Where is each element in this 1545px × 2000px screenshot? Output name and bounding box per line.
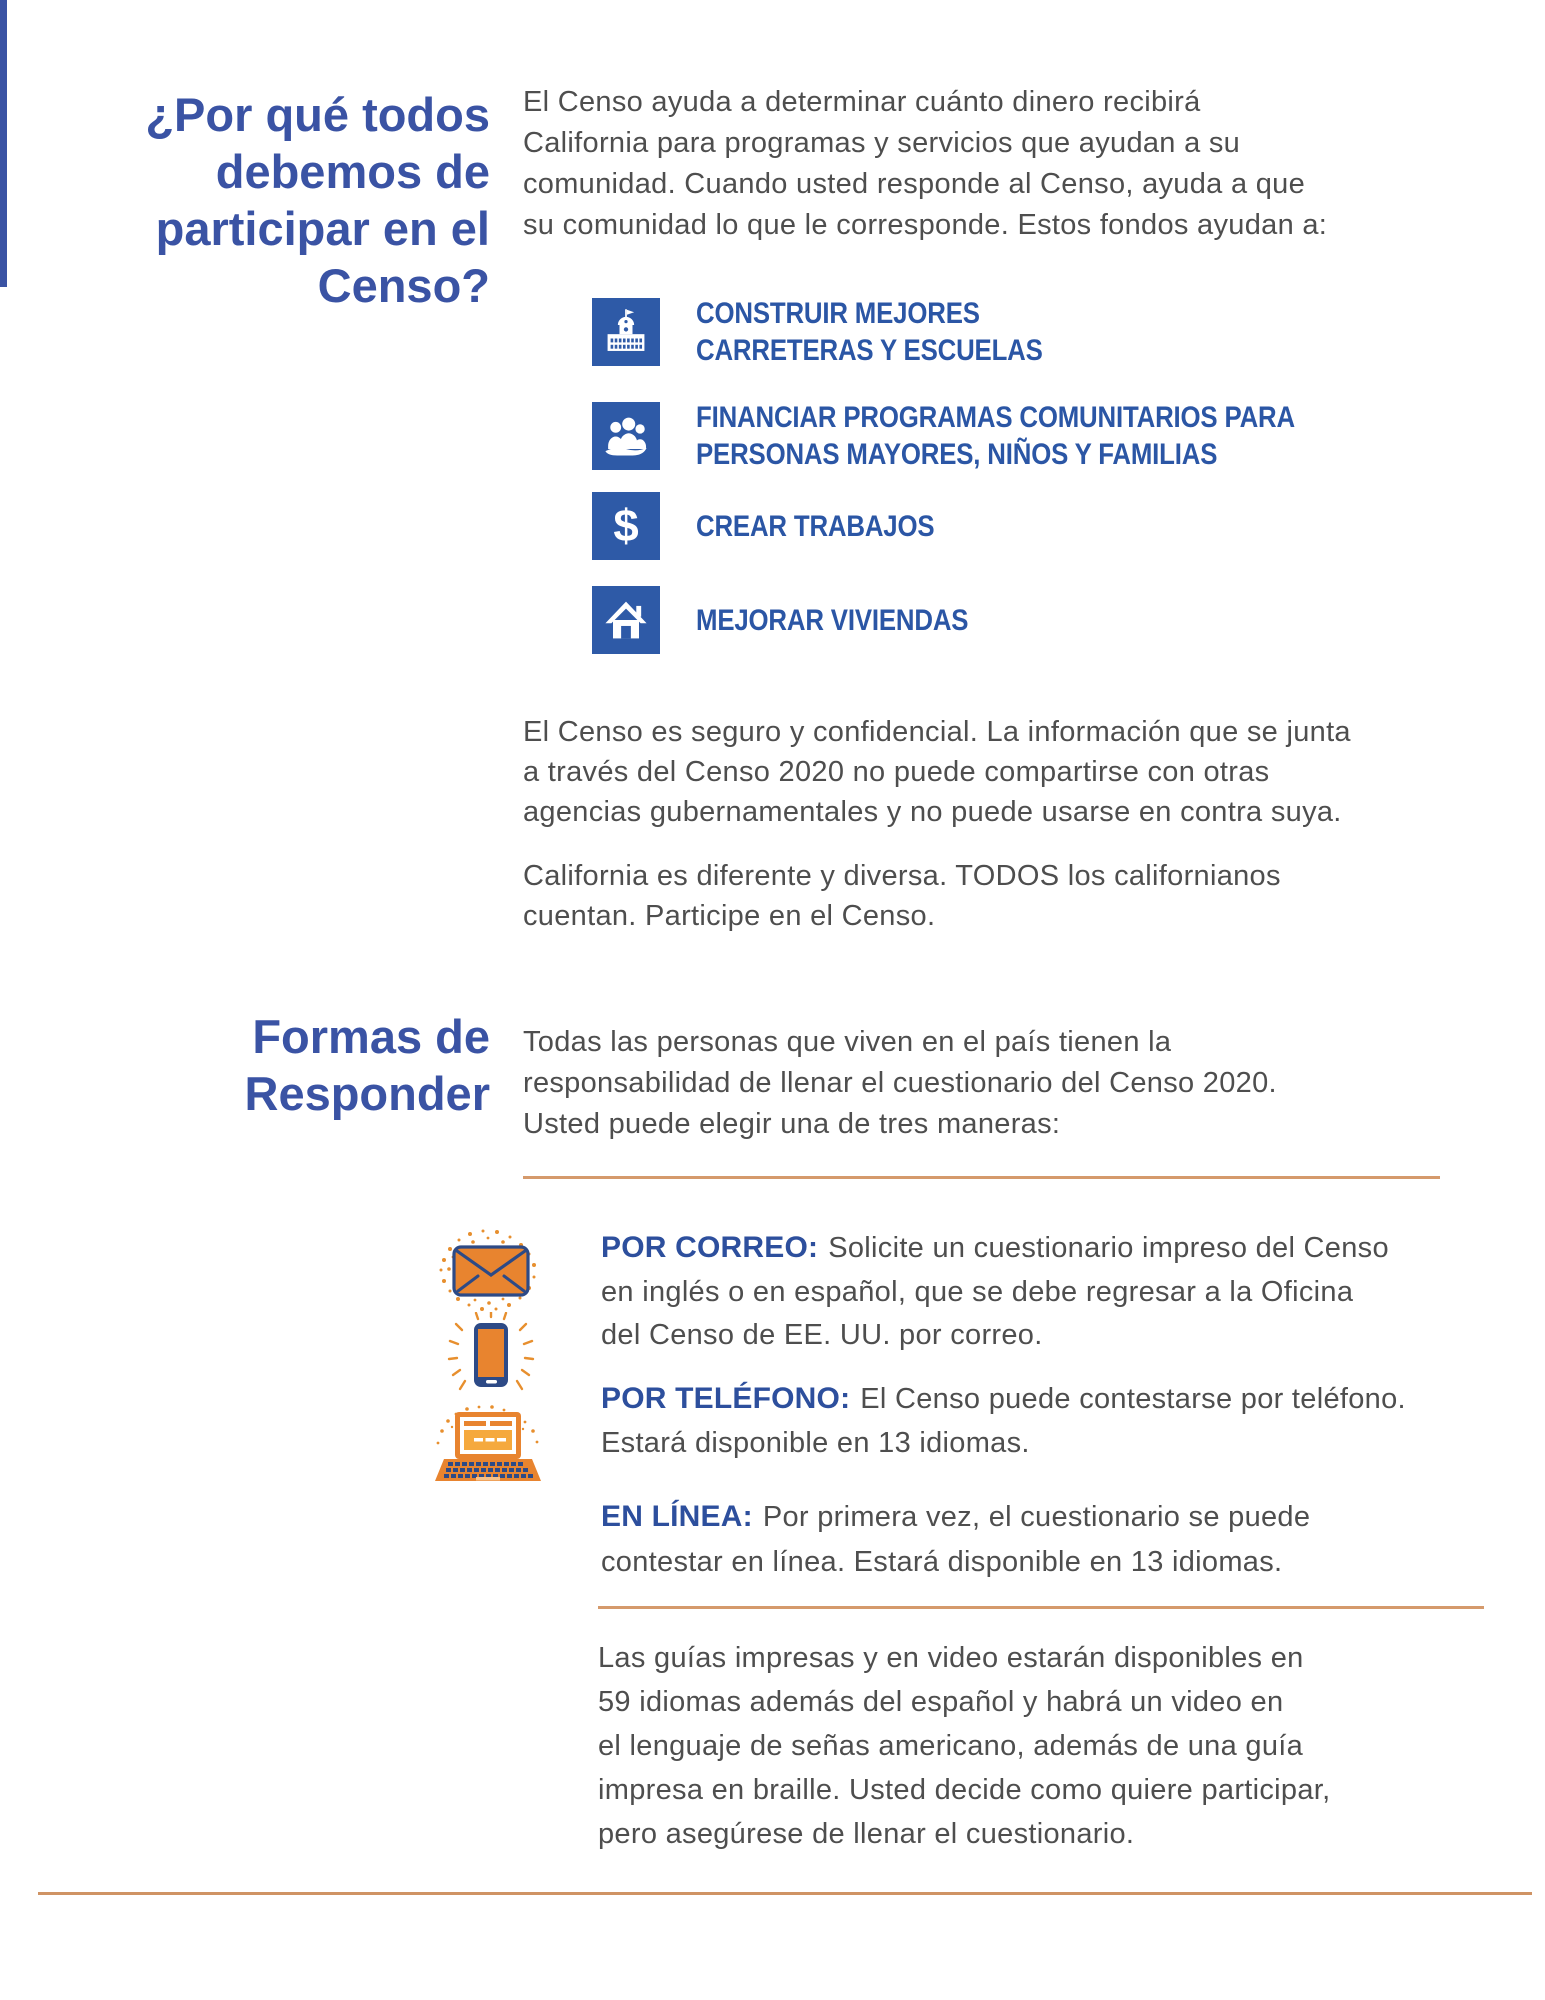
benefit-row-housing: [592, 586, 1013, 654]
school-icon: [592, 298, 660, 366]
svg-text:$: $: [613, 500, 639, 552]
method-phone-text: [601, 1377, 1406, 1465]
paragraph-line: el lenguaje de señas americano, además de una guía: [598, 1730, 1304, 1762]
method-online-label: EN LÍNEA:: [601, 1500, 753, 1533]
heading-line: Responder: [244, 1067, 490, 1120]
left-accent-bar: [0, 0, 7, 287]
method-phone-label: POR TELÉFONO:: [601, 1382, 851, 1415]
section-why-heading: [40, 86, 490, 314]
page-bottom-rule: [38, 1892, 1532, 1895]
dollar-icon: [592, 492, 660, 560]
privacy-paragraph: [523, 712, 1351, 832]
paragraph-line: Todas las personas que viven en el país tienen la: [523, 1026, 1172, 1058]
benefit-label: [696, 508, 934, 545]
paragraph-line: Las guías impresas y en video estarán disponibles en: [598, 1642, 1304, 1674]
paragraph-line: El Censo ayuda a determinar cuánto dinero recibirá: [523, 86, 1201, 118]
respond-intro-paragraph: [523, 1022, 1277, 1145]
paragraph-line: 59 idiomas además del español y habrá un video en: [598, 1686, 1284, 1718]
benefit-label-line: CONSTRUIR MEJORES: [696, 297, 980, 330]
method-line: [601, 1494, 1310, 1540]
phone-icon: [438, 1312, 543, 1407]
heading-line: ¿Por qué todos: [145, 88, 490, 141]
method-mail-label: POR CORREO:: [601, 1231, 819, 1264]
paragraph-line: comunidad. Cuando usted responde al Censo, ayuda a que: [523, 168, 1306, 200]
benefit-label: [696, 602, 968, 639]
benefit-row-roads-schools: [592, 295, 1099, 369]
paragraph-line: impresa en braille. Usted decide como quiere participar,: [598, 1774, 1331, 1806]
method-line: en inglés o en español, que se debe regresar a la Oficina: [601, 1275, 1354, 1308]
benefit-row-community-programs: [592, 399, 1392, 473]
mail-envelope-icon: [430, 1222, 550, 1322]
method-line: [601, 1226, 1389, 1271]
benefit-label: [696, 295, 1043, 369]
heading-line: Formas de: [252, 1010, 490, 1063]
paragraph-line: California para programas y servicios que ayudan a su: [523, 127, 1241, 159]
benefit-label-line: FINANCIAR PROGRAMAS COMUNITARIOS PARA: [696, 401, 1295, 434]
method-line: Estará disponible en 13 idiomas.: [601, 1427, 1030, 1459]
benefit-label: [696, 399, 1295, 473]
benefit-label-line: PERSONAS MAYORES, NIÑOS Y FAMILIAS: [696, 438, 1218, 471]
method-line: [601, 1377, 1406, 1421]
paragraph-line: Usted puede elegir una de tres maneras:: [523, 1108, 1061, 1140]
benefit-label-line: CREAR TRABAJOS: [696, 509, 935, 543]
laptop-icon: [430, 1405, 545, 1498]
method-mail-text: [601, 1226, 1389, 1358]
section-respond-heading: [40, 1008, 490, 1122]
paragraph-line: a través del Censo 2020 no puede compartirse con otras: [523, 756, 1270, 788]
paragraph-line: cuentan. Participe en el Censo.: [523, 900, 936, 932]
paragraph-line: responsabilidad de llenar el cuestionario del Censo 2020.: [523, 1067, 1277, 1099]
method-text: Por primera vez, el cuestionario se puede: [762, 1501, 1311, 1533]
paragraph-line: pero asegúrese de llenar el cuestionario.: [598, 1818, 1135, 1850]
section-divider-bottom: [598, 1606, 1484, 1609]
diversity-paragraph: [523, 856, 1281, 936]
heading-line: participar en el: [155, 202, 490, 255]
house-icon: [592, 586, 660, 654]
method-text: El Censo puede contestarse por teléfono.: [860, 1383, 1406, 1415]
heading-line: Censo?: [317, 259, 490, 312]
method-line: del Censo de EE. UU. por correo.: [601, 1319, 1043, 1351]
guides-paragraph: [598, 1636, 1331, 1856]
method-line: contestar en línea. Estará disponible en 13 idiomas.: [601, 1546, 1283, 1578]
community-people-icon: [592, 402, 660, 470]
paragraph-line: El Censo es seguro y confidencial. La información que se junta: [523, 716, 1351, 748]
benefit-row-jobs: [592, 492, 973, 560]
method-online-text: [601, 1494, 1310, 1585]
benefit-label-line: CARRETERAS Y ESCUELAS: [696, 334, 1043, 367]
paragraph-line: su comunidad lo que le corresponde. Estos fondos ayudan a:: [523, 209, 1328, 241]
why-intro-paragraph: [523, 82, 1327, 246]
paragraph-line: California es diferente y diversa. TODOS los californianos: [523, 860, 1281, 892]
section-divider-top: [523, 1176, 1440, 1179]
benefit-label-line: MEJORAR VIVIENDAS: [696, 603, 969, 637]
method-text: Solicite un cuestionario impreso del Censo: [828, 1232, 1389, 1264]
paragraph-line: agencias gubernamentales y no puede usarse en contra suya.: [523, 796, 1342, 828]
heading-line: debemos de: [215, 145, 490, 198]
